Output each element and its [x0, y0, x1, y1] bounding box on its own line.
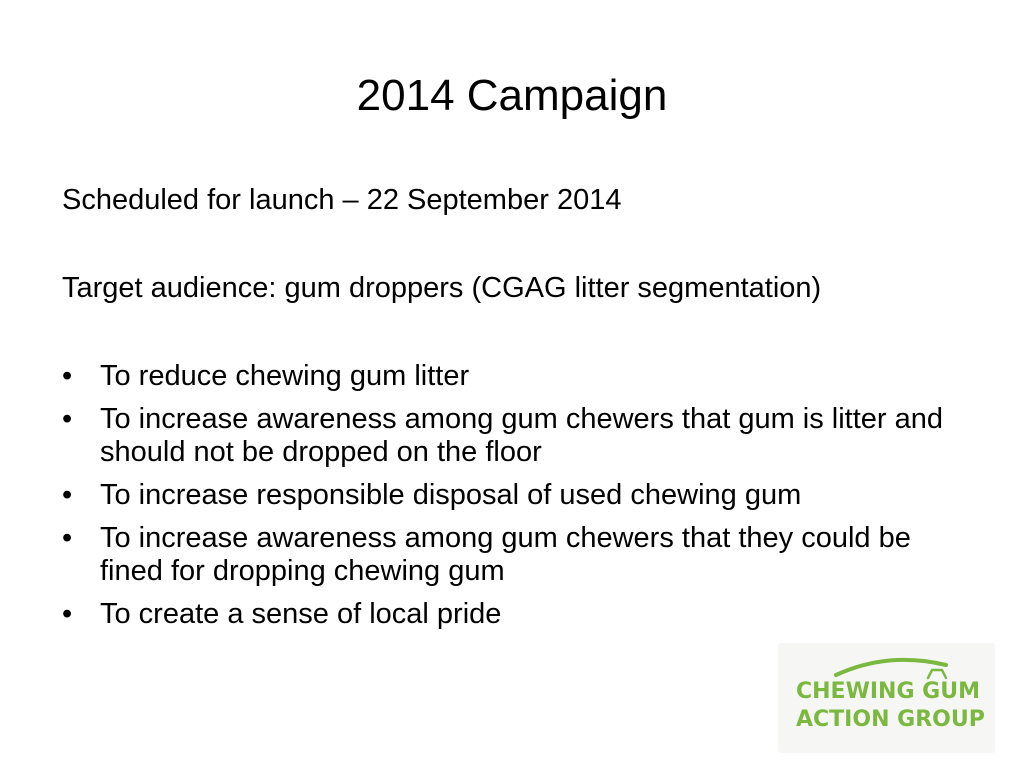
- logo-text-line-2: ACTION GROUP: [796, 707, 985, 732]
- objectives-list: [62, 360, 962, 641]
- list-item-text: To increase awareness among gum chewers that gum is litter and should not be dropped on the floor: [100, 403, 944, 468]
- bullet-icon: •: [62, 479, 73, 511]
- list-item-text: To increase responsible disposal of used chewing gum: [100, 479, 802, 511]
- list-item: [62, 598, 962, 631]
- bullet-icon: •: [62, 598, 73, 630]
- list-item: [62, 403, 962, 469]
- chewing-gum-action-group-logo: [778, 643, 995, 753]
- list-item: [62, 479, 962, 512]
- target-audience-text: Target audience: gum droppers (CGAG litter segmentation): [62, 272, 822, 304]
- list-item-text: To reduce chewing gum litter: [100, 360, 470, 392]
- bullet-icon: •: [62, 360, 73, 392]
- slide-title: 2014 Campaign: [356, 71, 668, 120]
- list-item: [62, 360, 962, 393]
- list-item: [62, 522, 962, 588]
- list-item-text: To increase awareness among gum chewers that they could be fined for dropping chewing gum: [100, 522, 911, 587]
- logo-text-line-1: CHEWING GUM: [796, 679, 980, 704]
- bullet-icon: •: [62, 522, 73, 554]
- launch-date-text: Scheduled for launch – 22 September 2014: [62, 184, 622, 216]
- bullet-icon: •: [62, 403, 73, 435]
- list-item-text: To create a sense of local pride: [100, 598, 502, 630]
